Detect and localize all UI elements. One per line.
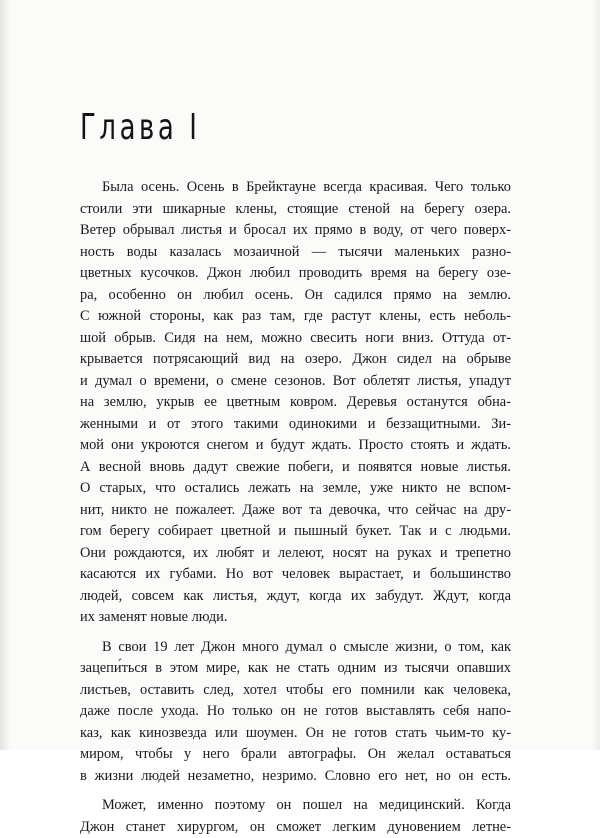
text-line: цветных кусочков. Джон любил проводить время на берегу озе- xyxy=(80,263,511,285)
text-line: шой обрыв. Сидя на нем, можно свесить ноги вниз. Оттуда от- xyxy=(80,328,511,350)
text-line: Может, именно поэтому он пошел на медицинский. Когда xyxy=(80,795,511,817)
text-line: В свои 19 лет Джон много думал о смысле жизни, о том, как xyxy=(80,637,511,659)
text-line: на землю, укрыв ее цветным ковром. Деревья останутся обна- xyxy=(80,392,511,414)
text-line: даже после ухода. Но только он не готов выставлять себя напо- xyxy=(80,701,511,723)
text-line: листьев, оставить след, хотел чтобы его помнили как человека, xyxy=(80,680,511,702)
text-line: стоили эти шикарные клены, стоящие стеной на берегу озера. xyxy=(80,199,511,221)
text-line: мой они укроются снегом и будут ждать. Просто стоять и ждать. xyxy=(80,435,511,457)
text-line: зацепи́ться в этом мире, как не стать одним из тысячи опавших xyxy=(80,658,511,680)
text-line: ра, особенно он любил осень. Он садился прямо на землю. xyxy=(80,285,511,307)
text-line: касаются их губами. Но вот человек вырастает, и большинство xyxy=(80,564,511,586)
text-line: ность воды казалась мозаичной — тысячи маленьких разно- xyxy=(80,242,511,264)
body-text xyxy=(80,177,511,838)
text-line: С южной стороны, как раз там, где растут клены, есть неболь- xyxy=(80,306,511,328)
text-line: миром, чтобы у него брали автографы. Он желал оставаться xyxy=(80,744,511,766)
paragraph-1 xyxy=(80,177,511,629)
text-line: их заменят новые люди. xyxy=(80,607,511,629)
paragraph-2 xyxy=(80,637,511,788)
text-line: крывается потрясающий вид на озеро. Джон сидел на обрыве xyxy=(80,349,511,371)
chapter-title: Глава I xyxy=(80,110,201,146)
page-gutter-shadow xyxy=(0,0,12,750)
text-line: О старых, что остались лежать на земле, уже никто не вспом- xyxy=(80,478,511,500)
page-edge-shadow xyxy=(592,0,600,750)
paragraph-3 xyxy=(80,795,511,838)
text-line: женными и от этого такими одинокими и беззащитными. Зи- xyxy=(80,414,511,436)
text-line: людей, совсем как листья, ждут, когда их забудут. Ждут, когда xyxy=(80,586,511,608)
text-line: Джон станет хирургом, он сможет легким дуновением летне- xyxy=(80,817,511,838)
text-line: каз, как кинозвезда или шоумен. Он не готов стать чьим-то ку- xyxy=(80,723,511,745)
text-line: и думал о времени, о смене сезонов. Вот облетят листья, упадут xyxy=(80,371,511,393)
text-line: А весной вновь дадут свежие побеги, и появятся новые листья. xyxy=(80,457,511,479)
text-line: гом берегу собирает цветной и пышный букет. Так и с людьми. xyxy=(80,521,511,543)
text-line: Была осень. Осень в Брейктауне всегда красивая. Чего только xyxy=(80,177,511,199)
text-line: Они рождаются, их любят и лелеют, носят на руках и трепетно xyxy=(80,543,511,565)
text-line: нит, никто не пожалеет. Даже вот та девочка, что сейчас на дру- xyxy=(80,500,511,522)
text-line: Ветер обрывал листья и бросал их прямо в воду, от чего поверх- xyxy=(80,220,511,242)
text-line: в жизни людей незаметно, незримо. Словно его нет, но он есть. xyxy=(80,766,511,788)
